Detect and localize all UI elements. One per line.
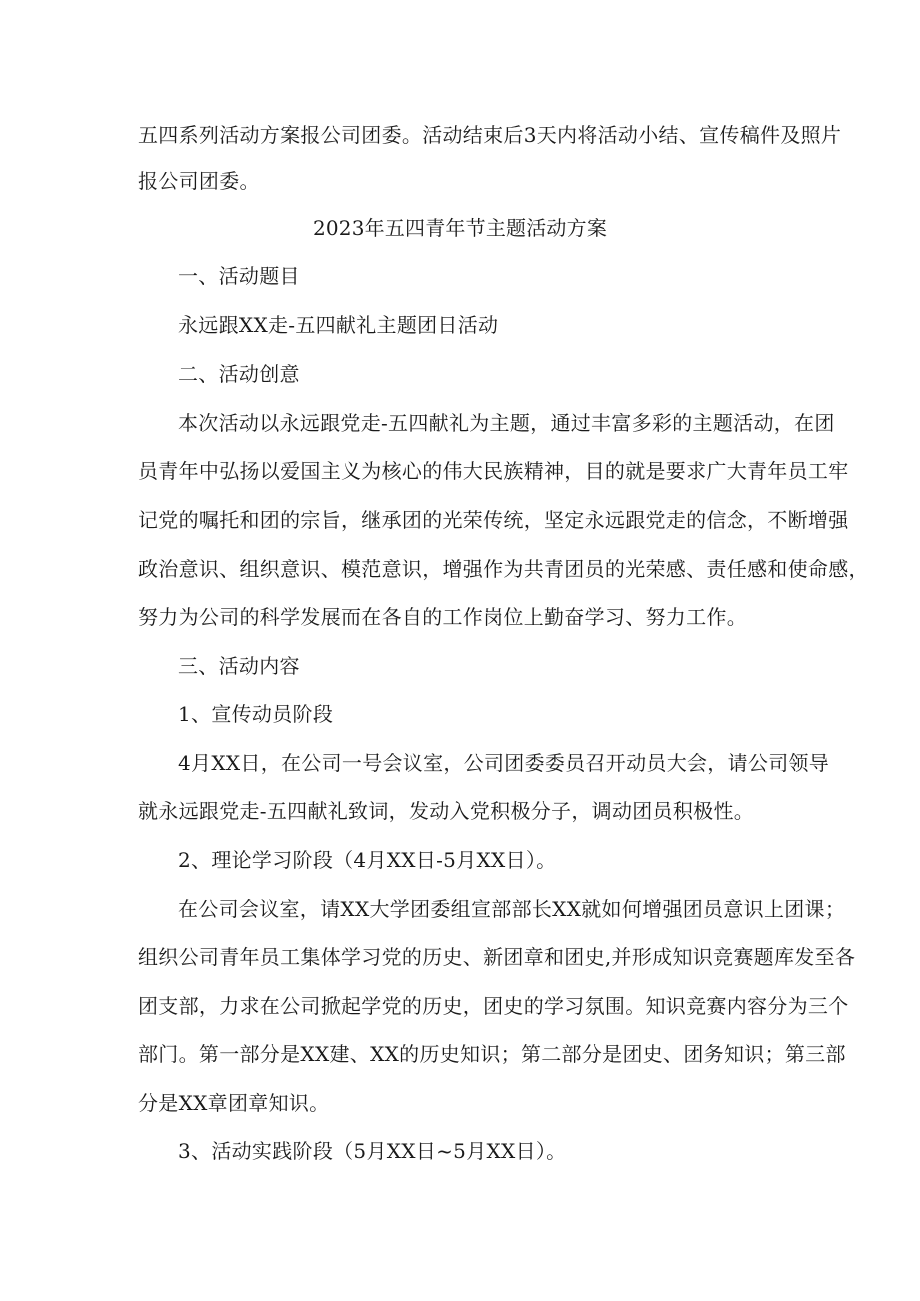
section-heading: 三、活动内容 [178,654,300,678]
section-heading: 一、活动题目 [178,264,300,288]
paragraph-line: 五四系列活动方案报公司团委。活动结束后3天内将活动小结、宣传稿件及照片 [138,123,842,147]
paragraph-line: 就永远跟党走-五四献礼致词，发动入党积极分子，调动团员积极性。 [138,799,755,823]
paragraph-line: 4月XX日，在公司一号会议室，公司团委委员召开动员大会，请公司领导 [178,751,830,775]
document-title: 2023年五四青年节主题活动方案 [312,216,608,240]
paragraph-line: 努力为公司的科学发展而在各自的工作岗位上勤奋学习、努力工作。 [138,605,747,629]
paragraph-line: 组织公司青年员工集体学习党的历史、新团章和团史,并形成知识竞赛题库发至各 [138,945,856,969]
paragraph-line: 在公司会议室，请XX大学团委组宣部部长XX就如何增强团员意识上团课； [178,897,846,921]
section-heading: 二、活动创意 [178,362,300,386]
paragraph-line: 部门。第一部分是XX建、XX的历史知识；第二部分是团史、团务知识；第三部 [138,1042,846,1066]
paragraph-line: 本次活动以永远跟党走-五四献礼为主题，通过丰富多彩的主题活动，在团 [178,411,835,435]
paragraph-line: 分是XX章团章知识。 [138,1091,330,1115]
paragraph-line: 报公司团委。 [138,169,260,193]
subsection-heading: 3、活动实践阶段（5月XX日~5月XX日）。 [178,1139,567,1163]
paragraph-line: 团支部，力求在公司掀起学党的历史，团史的学习氛围。知识竞赛内容分为三个 [138,994,849,1018]
paragraph-line: 永远跟XX走-五四献礼主题团日活动 [178,313,499,337]
subsection-heading: 1、宣传动员阶段 [178,702,334,726]
subsection-heading: 2、理论学习阶段（4月XX日-5月XX日）。 [178,848,557,872]
paragraph-line: 政治意识、组织意识、模范意识，增强作为共青团员的光荣感、责任感和使命感， [138,557,869,581]
paragraph-line: 记党的嘱托和团的宗旨，继承团的光荣传统，坚定永远跟党走的信念，不断增强 [138,508,849,532]
paragraph-line: 员青年中弘扬以爱国主义为核心的伟大民族精神，目的就是要求广大青年员工牢 [138,459,849,483]
